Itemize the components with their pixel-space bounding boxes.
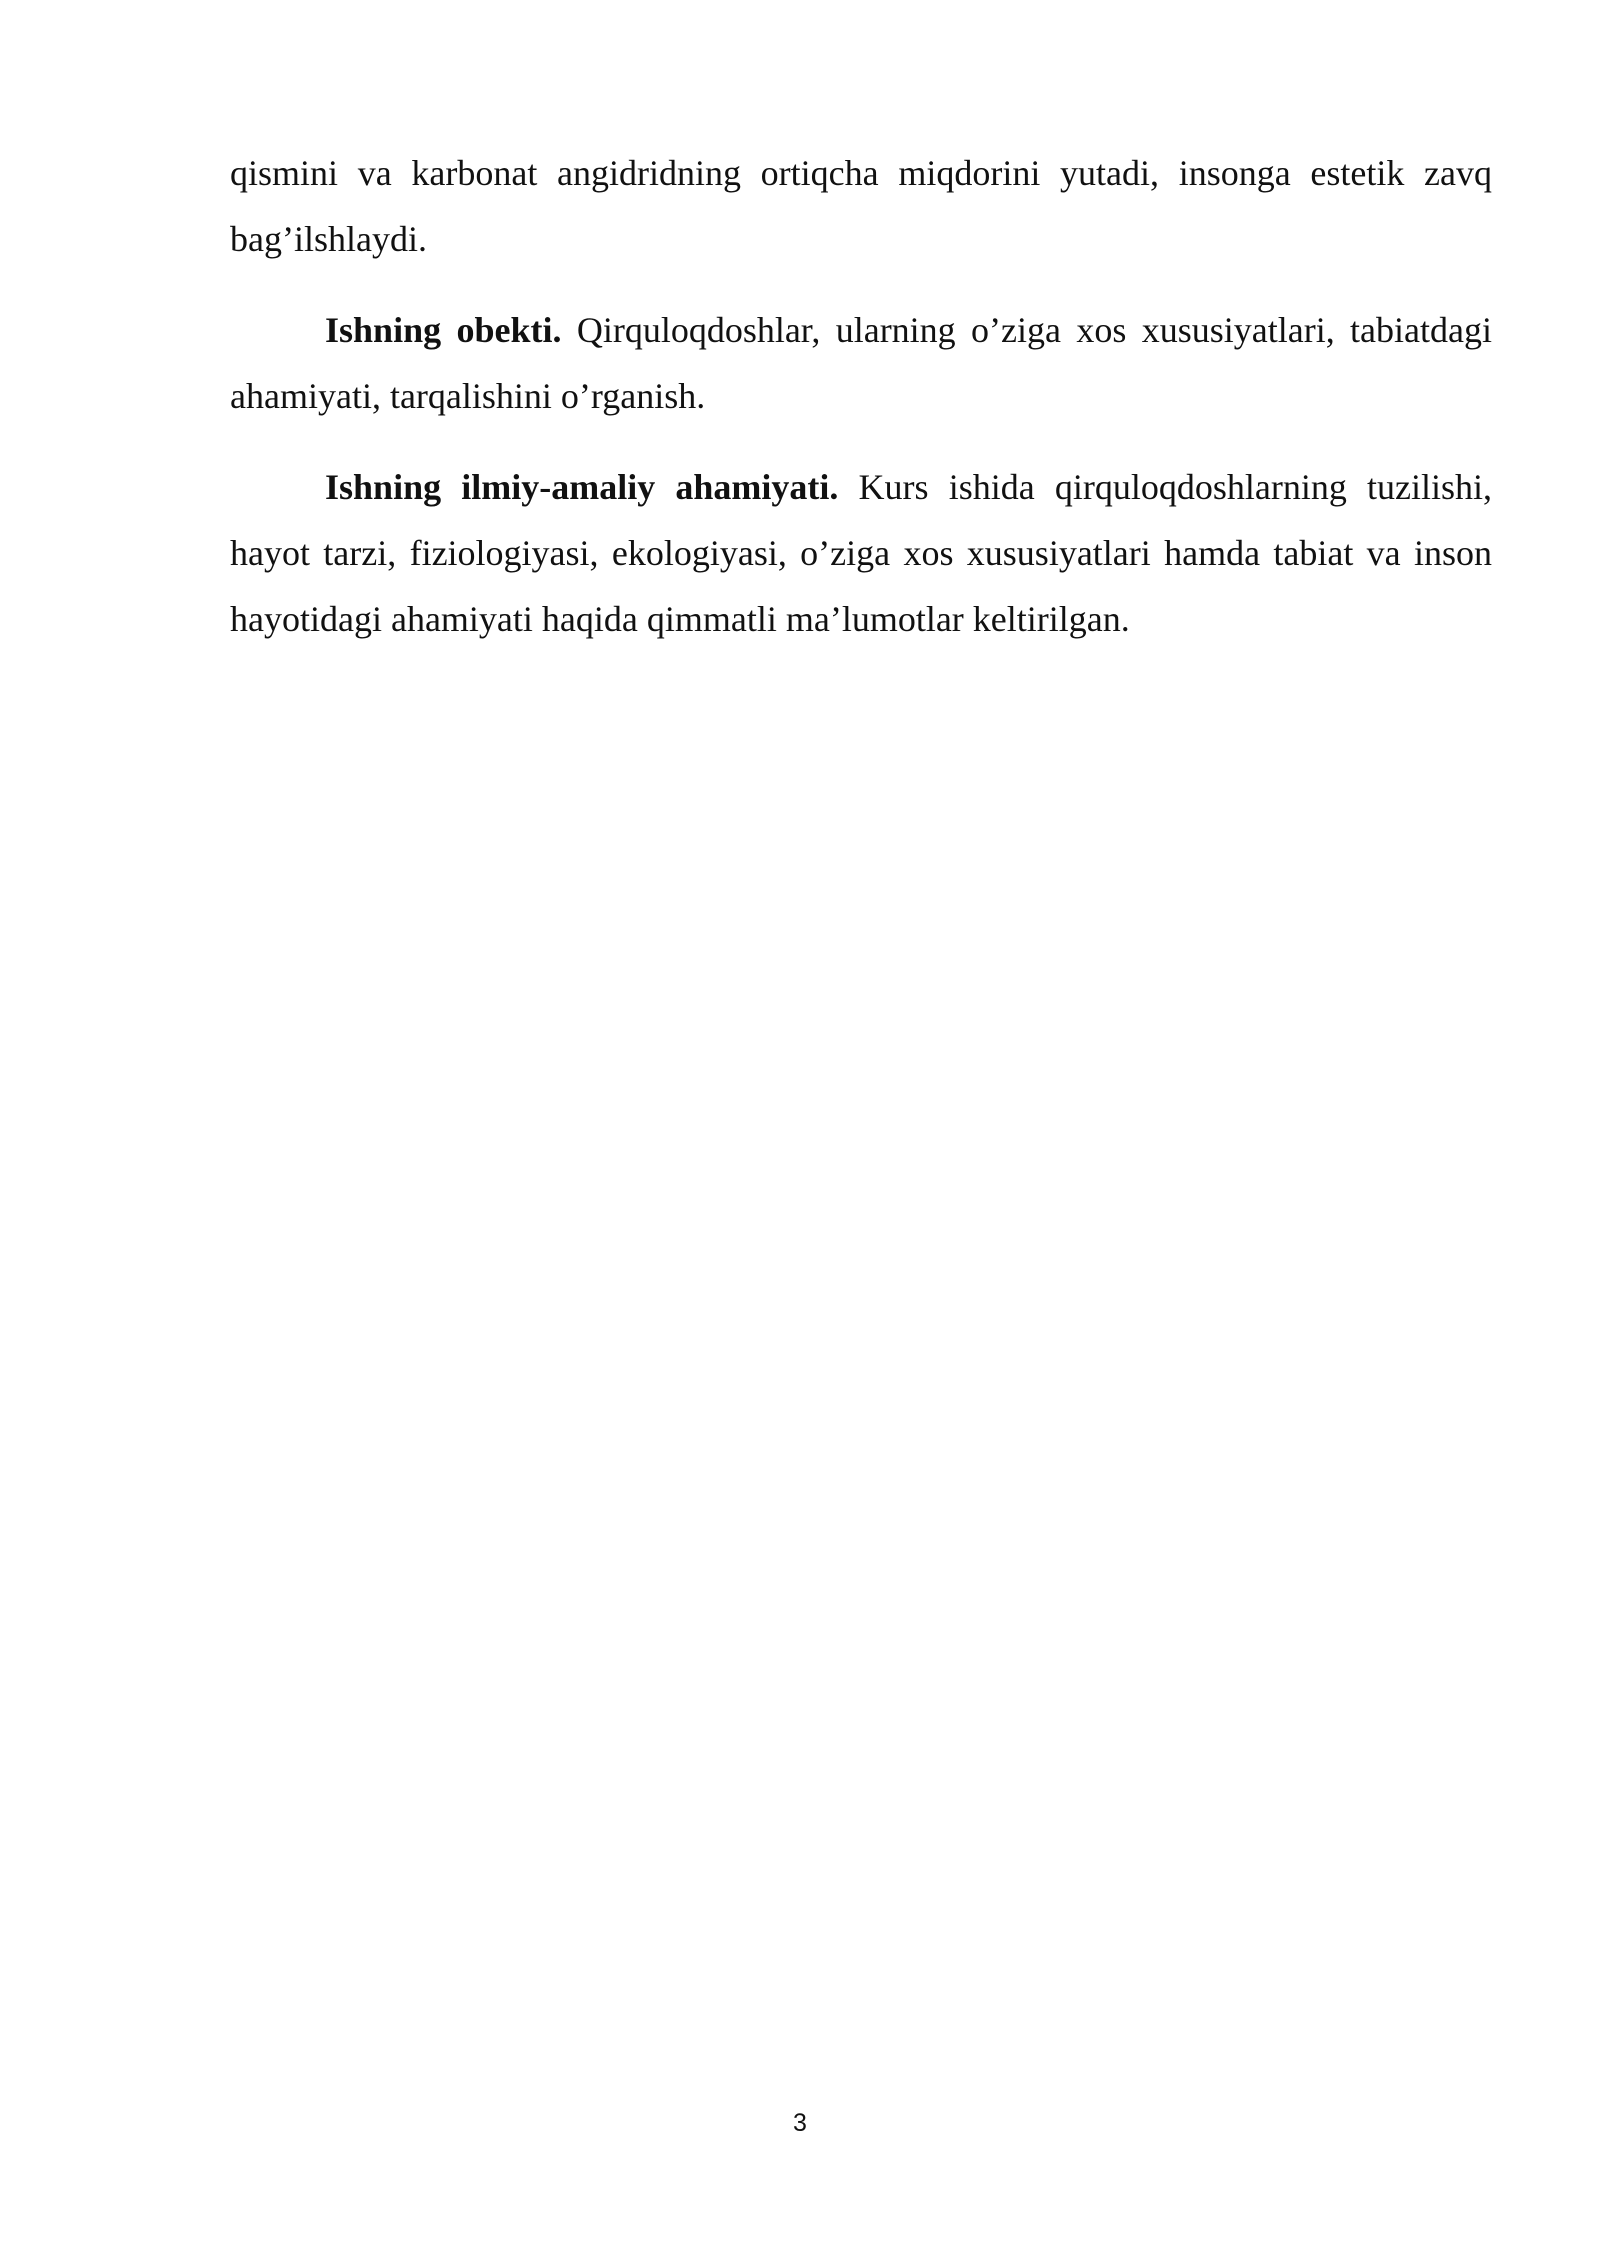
paragraph-text: qismini va karbonat angidridning ortiqcha miqdorini yutadi, insonga estetik zavq bag’ilshlaydi. xyxy=(230,153,1492,259)
paragraph-significance xyxy=(230,454,1492,652)
paragraph-object xyxy=(230,297,1492,429)
paragraph-heading: Ishning obekti. xyxy=(325,310,562,350)
paragraph-text: Kurs ishida qirquloqdoshlarning tuzilishi, hayot tarzi, fiziologiyasi, ekologiyasi, o’ziga xos xususiyatlari hamda tabiat va inson hayotidagi ahamiyati haqida qimmatli ma’lumotlar keltirilgan. xyxy=(230,467,1492,639)
paragraph-heading: Ishning ilmiy-amaliy ahamiyati. xyxy=(325,467,839,507)
paragraph-continuation xyxy=(230,140,1492,272)
page-body xyxy=(230,140,1492,677)
page-number: 3 xyxy=(793,2109,807,2137)
paragraph-text: Qirquloqdoshlar, ularning o’ziga xos xususiyatlari, tabiatdagi ahamiyati, tarqalishini o’rganish. xyxy=(230,310,1492,416)
